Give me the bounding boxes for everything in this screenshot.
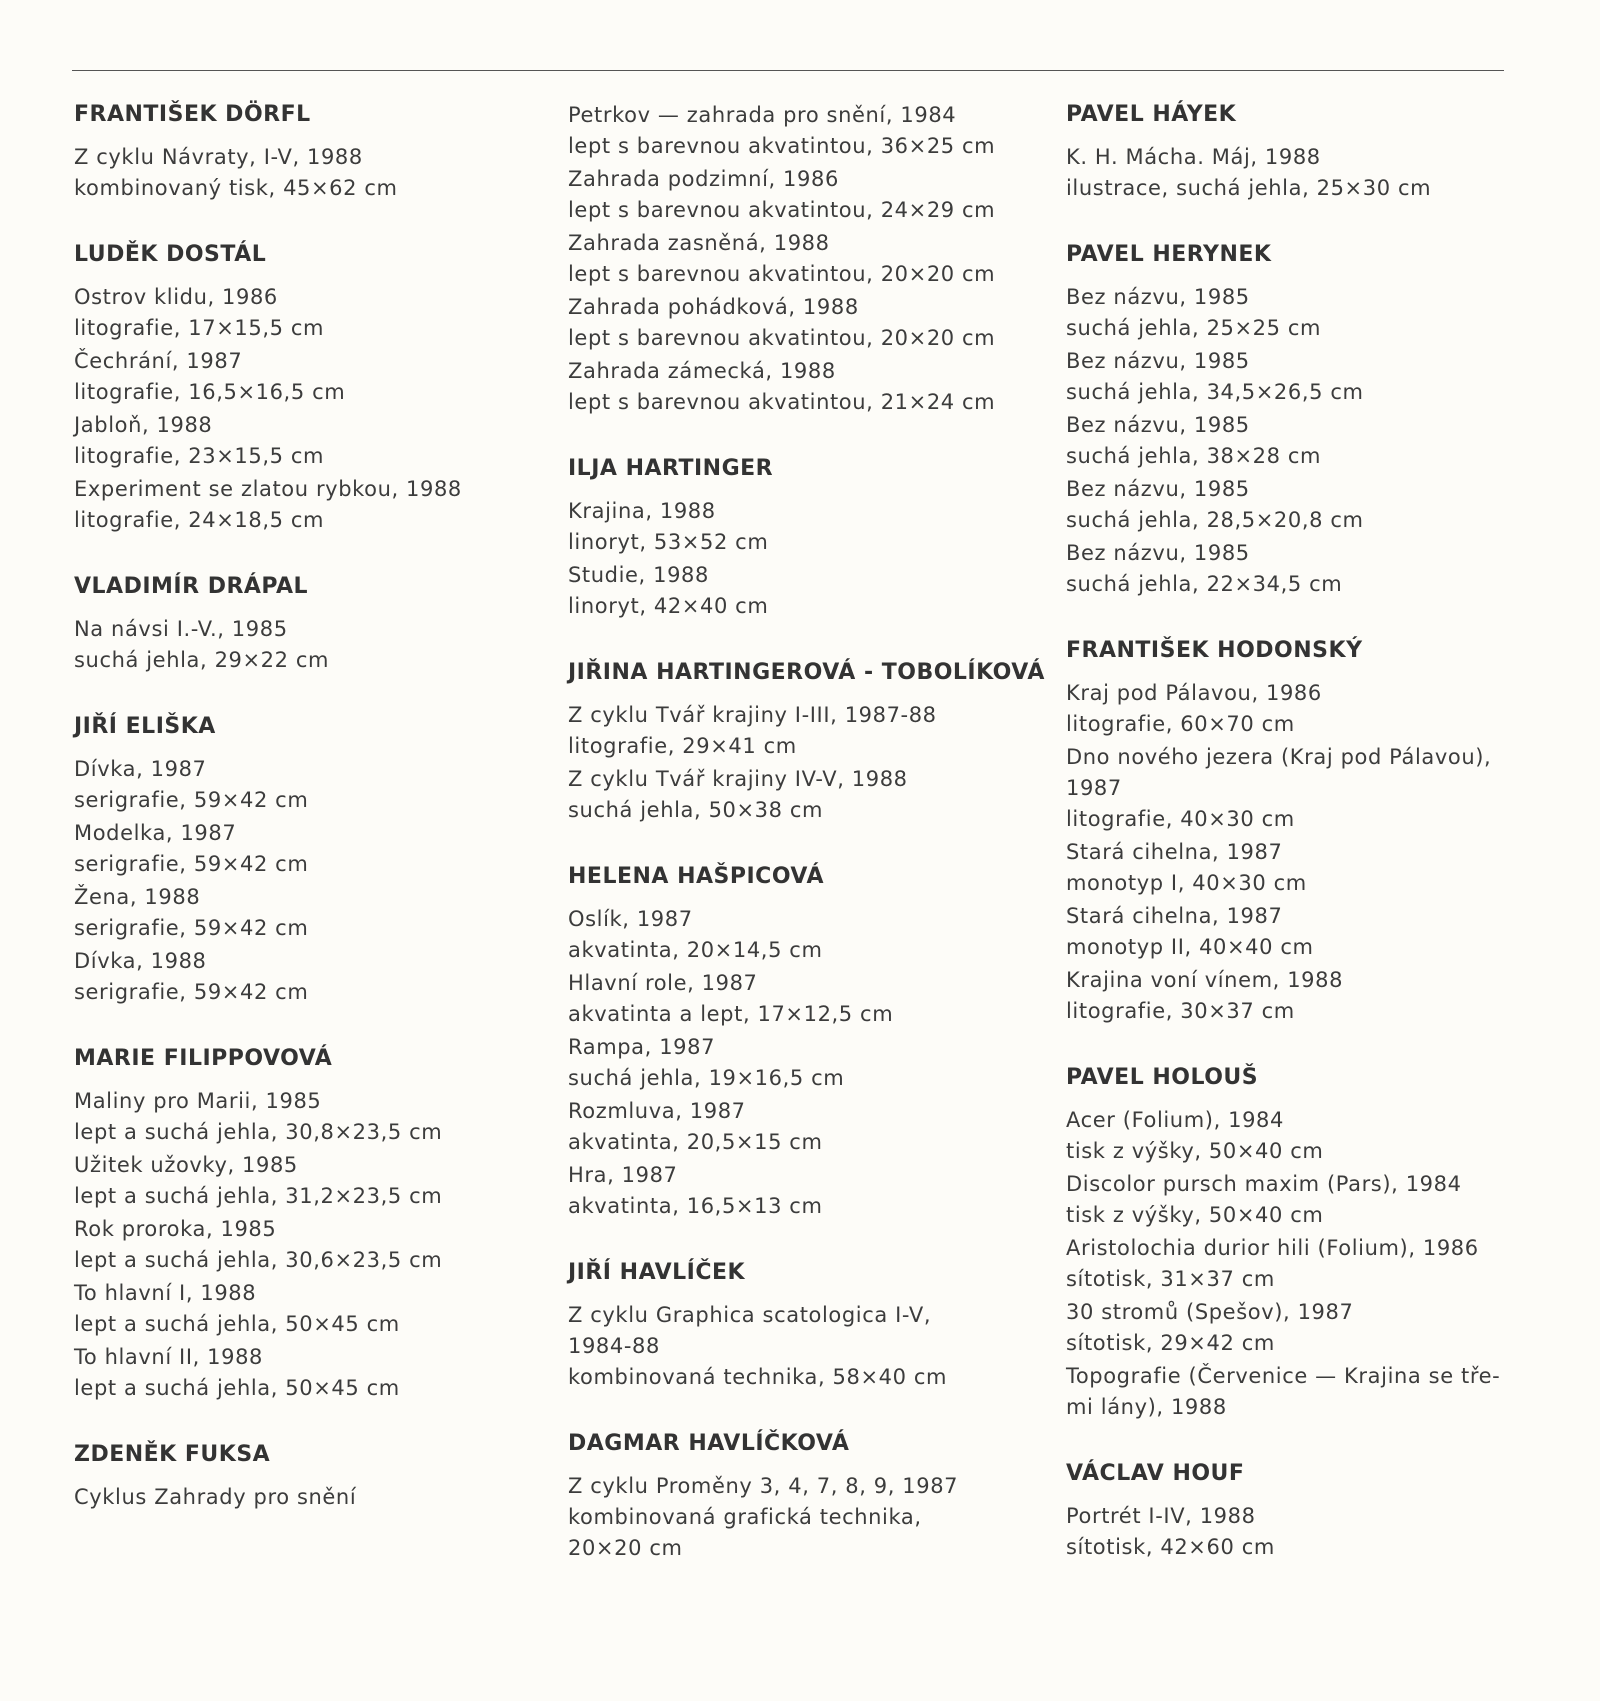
- work-details: monotyp I, 40×30 cm: [1066, 871, 1307, 895]
- work-item: [1066, 837, 1526, 899]
- work-title: Portrét I-IV, 1988: [1066, 1504, 1256, 1528]
- artist-entry: [74, 1440, 554, 1513]
- work-title: Rampa, 1987: [568, 1035, 716, 1059]
- work-title: Aristolochia durior hili (Folium), 1986: [1066, 1236, 1479, 1260]
- work-item: [1066, 1501, 1526, 1563]
- work-title: Petrkov — zahrada pro snění, 1984: [568, 103, 957, 127]
- work-item: [568, 1096, 1038, 1158]
- work-title: Z cyklu Tvář krajiny IV-V, 1988: [568, 767, 908, 791]
- work-title: Bez názvu, 1985: [1066, 285, 1250, 309]
- work-item: [568, 1160, 1038, 1222]
- artist-name: PAVEL HOLOUŠ: [1066, 1065, 1259, 1090]
- artist-entry: [74, 240, 554, 536]
- work-title: Rok proroka, 1985: [74, 1217, 277, 1241]
- work-details: litografie, 60×70 cm: [1066, 712, 1295, 736]
- work-details: 1987: [1066, 776, 1122, 800]
- work-title: Modelka, 1987: [74, 821, 237, 845]
- work-details: linoryt, 53×52 cm: [568, 530, 769, 554]
- work-title: Krajina, 1988: [568, 499, 716, 523]
- work-title: Ostrov klidu, 1986: [74, 285, 278, 309]
- work-details: serigrafie, 59×42 cm: [74, 980, 309, 1004]
- work-item: [74, 474, 554, 536]
- work-title: Dno nového jezera (Kraj pod Pálavou),: [1066, 745, 1492, 769]
- artist-name: ZDENĚK FUKSA: [74, 1442, 271, 1467]
- work-details: suchá jehla, 22×34,5 cm: [1066, 572, 1343, 596]
- column-3: [1066, 100, 1526, 1599]
- work-item: [1066, 538, 1526, 600]
- work-title: Užitek užovky, 1985: [74, 1153, 298, 1177]
- work-details: serigrafie, 59×42 cm: [74, 916, 309, 940]
- work-item: [568, 1300, 1038, 1393]
- work-item: [568, 764, 1038, 826]
- work-title: Žena, 1988: [74, 885, 201, 909]
- work-item: [74, 410, 554, 472]
- work-title: Z cyklu Návraty, I-V, 1988: [74, 145, 363, 169]
- artist-entry: [1066, 240, 1526, 600]
- artist-name: JIŘINA HARTINGEROVÁ - TOBOLÍKOVÁ: [568, 660, 1045, 685]
- work-item: [1066, 1105, 1526, 1167]
- work-title: Zahrada podzimní, 1986: [568, 167, 839, 191]
- artist-name: PAVEL HERYNEK: [1066, 242, 1272, 267]
- work-item: [1066, 142, 1526, 204]
- work-item: [568, 1471, 1038, 1564]
- work-details: akvatinta, 20×14,5 cm: [568, 938, 823, 962]
- work-details: monotyp II, 40×40 cm: [1066, 935, 1314, 959]
- work-title: Discolor pursch maxim (Pars), 1984: [1066, 1172, 1462, 1196]
- artist-name: JIŘÍ HAVLÍČEK: [568, 1260, 746, 1285]
- work-item: [74, 1278, 554, 1340]
- work-title: K. H. Mácha. Máj, 1988: [1066, 145, 1321, 169]
- work-item: [74, 142, 554, 204]
- work-item: [1066, 678, 1526, 740]
- work-details: suchá jehla, 34,5×26,5 cm: [1066, 380, 1364, 404]
- work-item: [74, 614, 554, 676]
- work-item: [1066, 410, 1526, 472]
- work-details: sítotisk, 42×60 cm: [1066, 1535, 1275, 1559]
- work-title: Zahrada zasněná, 1988: [568, 231, 830, 255]
- work-item: [568, 100, 1038, 162]
- work-details: litografie, 29×41 cm: [568, 734, 797, 758]
- work-title: Dívka, 1987: [74, 757, 207, 781]
- work-title: Acer (Folium), 1984: [1066, 1108, 1284, 1132]
- work-details: kombinovaná technika, 58×40 cm: [568, 1365, 948, 1389]
- work-item: [74, 1482, 554, 1513]
- work-title: Oslík, 1987: [568, 907, 693, 931]
- work-title: Stará cihelna, 1987: [1066, 904, 1283, 928]
- work-details: kombinovaná grafická technika,: [568, 1505, 922, 1529]
- work-details: lept a suchá jehla, 31,2×23,5 cm: [74, 1184, 443, 1208]
- work-title: Zahrada pohádková, 1988: [568, 295, 859, 319]
- work-details: lept a suchá jehla, 50×45 cm: [74, 1312, 400, 1336]
- work-item: [1066, 1361, 1526, 1423]
- work-details: litografie, 40×30 cm: [1066, 807, 1295, 831]
- artist-entry: [1066, 1063, 1526, 1423]
- work-details: lept s barevnou akvatintou, 21×24 cm: [568, 390, 996, 414]
- work-title: Studie, 1988: [568, 563, 709, 587]
- work-item: [568, 292, 1038, 354]
- work-details: akvatinta, 20,5×15 cm: [568, 1130, 823, 1154]
- work-item: [1066, 965, 1526, 1027]
- work-title: Na návsi I.-V., 1985: [74, 617, 288, 641]
- work-title: Bez názvu, 1985: [1066, 477, 1250, 501]
- artist-entry: [74, 712, 554, 1008]
- work-item: [1066, 474, 1526, 536]
- artist-name: ILJA HARTINGER: [568, 456, 774, 481]
- work-details: linoryt, 42×40 cm: [568, 594, 769, 618]
- work-title: To hlavní I, 1988: [74, 1281, 257, 1305]
- work-details: lept s barevnou akvatintou, 20×20 cm: [568, 262, 996, 286]
- work-title: Jabloň, 1988: [74, 413, 213, 437]
- artist-name: HELENA HAŠPICOVÁ: [568, 864, 824, 889]
- work-item: [74, 1150, 554, 1212]
- work-title: Zahrada zámecká, 1988: [568, 359, 836, 383]
- artist-entry: [74, 1044, 554, 1404]
- work-details: sítotisk, 31×37 cm: [1066, 1267, 1275, 1291]
- top-rule: [72, 70, 1504, 71]
- work-details: litografie, 16,5×16,5 cm: [74, 380, 346, 404]
- work-details: litografie, 24×18,5 cm: [74, 508, 325, 532]
- work-item: [74, 282, 554, 344]
- column-2: [568, 100, 1045, 1600]
- work-details: serigrafie, 59×42 cm: [74, 788, 309, 812]
- work-details: lept a suchá jehla, 50×45 cm: [74, 1376, 400, 1400]
- work-item: [74, 946, 554, 1008]
- work-details: lept a suchá jehla, 30,6×23,5 cm: [74, 1248, 443, 1272]
- work-item: [568, 560, 1038, 622]
- work-title: Hra, 1987: [568, 1163, 678, 1187]
- artist-name: PAVEL HÁYEK: [1066, 102, 1237, 127]
- work-item: [1066, 1297, 1526, 1359]
- work-item: [1066, 1169, 1526, 1231]
- work-item: [74, 1086, 554, 1148]
- artist-entry: [74, 100, 554, 204]
- artist-entry: [1066, 1459, 1526, 1563]
- work-item: [74, 754, 554, 816]
- artist-name: LUDĚK DOSTÁL: [74, 242, 267, 267]
- work-title: Z cyklu Proměny 3, 4, 7, 8, 9, 1987: [568, 1474, 959, 1498]
- work-item: [568, 356, 1038, 418]
- work-item: [568, 164, 1038, 226]
- work-details: kombinovaný tisk, 45×62 cm: [74, 176, 398, 200]
- work-details: sítotisk, 29×42 cm: [1066, 1331, 1275, 1355]
- artist-entry: [568, 454, 1038, 622]
- work-title: Bez názvu, 1985: [1066, 541, 1250, 565]
- work-title: Bez názvu, 1985: [1066, 349, 1250, 373]
- work-title: Hlavní role, 1987: [568, 971, 758, 995]
- work-details: litografie, 17×15,5 cm: [74, 316, 325, 340]
- artist-entry: [568, 658, 1045, 826]
- artist-entry: [568, 862, 1038, 1222]
- artist-name: VÁCLAV HOUF: [1066, 1461, 1245, 1486]
- artist-entry: [568, 100, 1038, 418]
- artist-entry: [568, 1429, 1038, 1564]
- work-details: suchá jehla, 28,5×20,8 cm: [1066, 508, 1364, 532]
- work-title: Čechrání, 1987: [74, 349, 243, 373]
- work-details: serigrafie, 59×42 cm: [74, 852, 309, 876]
- work-title: Z cyklu Tvář krajiny I-III, 1987-88: [568, 703, 937, 727]
- work-details: litografie, 23×15,5 cm: [74, 444, 325, 468]
- work-details: ilustrace, suchá jehla, 25×30 cm: [1066, 176, 1432, 200]
- work-item: [74, 818, 554, 880]
- work-details: lept a suchá jehla, 30,8×23,5 cm: [74, 1120, 443, 1144]
- work-details: tisk z výšky, 50×40 cm: [1066, 1139, 1324, 1163]
- work-details: akvatinta a lept, 17×12,5 cm: [568, 1002, 894, 1026]
- work-details: suchá jehla, 25×25 cm: [1066, 316, 1322, 340]
- artist-entry: [74, 572, 554, 676]
- work-details: suchá jehla, 50×38 cm: [568, 798, 824, 822]
- artist-name: FRANTIŠEK HODONSKÝ: [1066, 638, 1363, 663]
- work-title: Rozmluva, 1987: [568, 1099, 746, 1123]
- work-details: 20×20 cm: [568, 1536, 683, 1560]
- work-details: akvatinta, 16,5×13 cm: [568, 1194, 823, 1218]
- column-1: [74, 100, 554, 1549]
- artist-entry: [1066, 100, 1526, 204]
- work-title: Cyklus Zahrady pro snění: [74, 1485, 357, 1509]
- work-details: lept s barevnou akvatintou, 20×20 cm: [568, 326, 996, 350]
- work-details: lept s barevnou akvatintou, 24×29 cm: [568, 198, 996, 222]
- work-item: [568, 1032, 1038, 1094]
- work-item: [1066, 901, 1526, 963]
- work-item: [74, 882, 554, 944]
- work-title: Topografie (Červenice — Krajina se tře-: [1066, 1364, 1501, 1388]
- work-details: suchá jehla, 38×28 cm: [1066, 444, 1322, 468]
- work-item: [1066, 282, 1526, 344]
- work-title: To hlavní II, 1988: [74, 1345, 264, 1369]
- work-title: 30 stromů (Spešov), 1987: [1066, 1300, 1354, 1324]
- artist-name: FRANTIŠEK DÖRFL: [74, 102, 311, 127]
- artist-entry: [1066, 636, 1526, 1027]
- work-item: [568, 700, 1038, 762]
- work-title: Krajina voní vínem, 1988: [1066, 968, 1344, 992]
- work-title: Maliny pro Marii, 1985: [74, 1089, 322, 1113]
- work-details: suchá jehla, 19×16,5 cm: [568, 1066, 845, 1090]
- work-title: Experiment se zlatou rybkou, 1988: [74, 477, 462, 501]
- work-details: mi lány), 1988: [1066, 1395, 1227, 1419]
- work-item: [1066, 346, 1526, 408]
- work-item: [1066, 1233, 1526, 1295]
- work-details: 1984-88: [568, 1334, 660, 1358]
- work-title: Z cyklu Graphica scatologica I-V,: [568, 1303, 932, 1327]
- work-details: suchá jehla, 29×22 cm: [74, 648, 330, 672]
- artist-entry: [568, 1258, 1038, 1393]
- work-title: Bez názvu, 1985: [1066, 413, 1250, 437]
- work-details: lept s barevnou akvatintou, 36×25 cm: [568, 134, 996, 158]
- work-item: [568, 228, 1038, 290]
- work-item: [74, 1214, 554, 1276]
- work-item: [568, 968, 1038, 1030]
- work-title: Dívka, 1988: [74, 949, 207, 973]
- work-item: [568, 496, 1038, 558]
- work-details: tisk z výšky, 50×40 cm: [1066, 1203, 1324, 1227]
- work-item: [568, 904, 1038, 966]
- work-details: litografie, 30×37 cm: [1066, 999, 1295, 1023]
- work-item: [1066, 742, 1526, 835]
- artist-name: VLADIMÍR DRÁPAL: [74, 574, 309, 599]
- artist-name: JIŘÍ ELIŠKA: [74, 714, 216, 739]
- artist-name: DAGMAR HAVLÍČKOVÁ: [568, 1431, 850, 1456]
- work-title: Kraj pod Pálavou, 1986: [1066, 681, 1322, 705]
- work-item: [74, 346, 554, 408]
- work-item: [74, 1342, 554, 1404]
- artist-name: MARIE FILIPPOVOVÁ: [74, 1046, 333, 1071]
- work-title: Stará cihelna, 1987: [1066, 840, 1283, 864]
